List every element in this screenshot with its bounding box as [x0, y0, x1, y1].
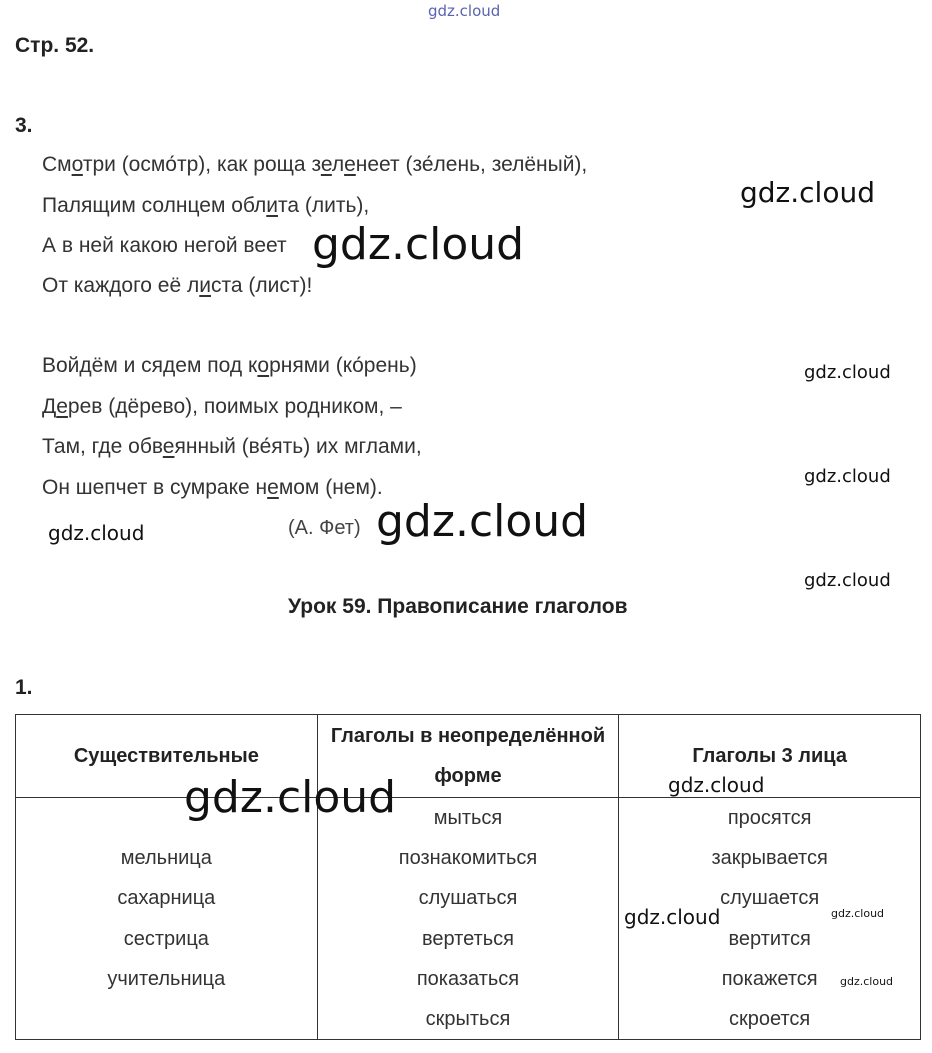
- table-header-row: [16, 715, 921, 798]
- header-infinitives: Глаголы в неопределённой форме: [317, 715, 619, 798]
- poem-line: [42, 435, 422, 459]
- noun-word: мельница: [120, 847, 212, 870]
- watermark-mid: gdz.cloud: [740, 176, 875, 209]
- underlined-letter: о: [257, 354, 270, 377]
- poem-text: От каждого её л: [42, 274, 200, 297]
- task1-number: 1.: [15, 676, 33, 699]
- watermark-big-1: gdz.cloud: [312, 219, 525, 270]
- poem-text: ста (лист)!: [211, 274, 313, 297]
- watermark-small-1: gdz.cloud: [804, 362, 891, 383]
- words-table: [15, 714, 921, 1040]
- poem-line: [42, 354, 417, 378]
- third-person-word: вертится: [728, 927, 811, 950]
- infinitive-word: слушаться: [418, 887, 518, 910]
- task3-number: 3.: [15, 114, 33, 137]
- poem-line: [42, 194, 369, 218]
- infinitive-word: мыться: [433, 807, 503, 829]
- infinitives-column: [317, 798, 619, 1040]
- poem-text: рев (дёрево), поимых родником, –: [67, 395, 402, 418]
- header-nouns: Существительные: [16, 715, 318, 798]
- table-body-row: [16, 798, 921, 1040]
- third-person-word: закрывается: [711, 847, 828, 870]
- poem-text: мом (нем).: [278, 476, 383, 499]
- poem-text: та (лить),: [277, 194, 370, 217]
- underlined-letter: е: [162, 435, 175, 458]
- third-person-word: покажется: [721, 967, 818, 990]
- underlined-letter: е: [267, 476, 279, 499]
- watermark-small-6: gdz.cloud: [624, 905, 721, 929]
- noun-word: сестрица: [123, 927, 209, 950]
- watermark-big-2: gdz.cloud: [376, 496, 589, 547]
- underlined-letter: и: [266, 194, 278, 217]
- poem-text: Д: [42, 395, 57, 418]
- poem-text: Он шепчет в сумраке н: [42, 476, 268, 499]
- poem-text: рнями (ко́рень): [269, 354, 417, 377]
- infinitive-word: познакомиться: [398, 847, 538, 870]
- watermark-tiny-1: gdz.cloud: [831, 907, 885, 920]
- underlined-letter: и: [199, 274, 211, 297]
- poem-text: л: [331, 153, 345, 176]
- poem-text: янный (ве́ять) их мглами,: [174, 435, 422, 458]
- infinitive-word: показаться: [416, 967, 520, 990]
- watermark-top: gdz.cloud: [428, 2, 501, 20]
- third-person-word: просятся: [727, 807, 812, 829]
- poem-text: неет (зе́лень, зелёный),: [355, 153, 588, 176]
- underlined-letter: е: [320, 153, 332, 176]
- watermark-tiny-2: gdz.cloud: [840, 975, 894, 988]
- third-person-word: слушается: [720, 887, 820, 910]
- poem-text: три (осмо́тр), как роща з: [82, 153, 321, 176]
- poem-line: [42, 395, 402, 419]
- poem-text: Войдём и сядем под к: [42, 354, 258, 377]
- watermark-big-3: gdz.cloud: [184, 772, 397, 823]
- noun-word: учительница: [107, 967, 226, 990]
- poem-author: (А. Фет): [288, 517, 361, 539]
- poem-line: [42, 274, 312, 298]
- infinitive-word: скрыться: [425, 1007, 511, 1030]
- watermark-small-4: gdz.cloud: [804, 570, 891, 591]
- third-person-word: скроется: [729, 1007, 811, 1030]
- underlined-letter: о: [71, 153, 83, 176]
- watermark-small-2: gdz.cloud: [804, 466, 891, 487]
- poem-text: Палящим солнцем обл: [42, 194, 267, 217]
- infinitive-word: вертеться: [421, 927, 514, 950]
- nouns-column: [16, 798, 318, 1040]
- page-label: Стр. 52.: [15, 34, 95, 57]
- poem-text: А в ней какою негой веет: [42, 234, 287, 257]
- lesson-title: Урок 59. Правописание глаголов: [288, 595, 628, 618]
- noun-word: сахарница: [117, 887, 216, 910]
- header-third-person: Глаголы 3 лица: [619, 715, 921, 798]
- poem-line: [42, 476, 383, 500]
- underlined-letter: е: [56, 395, 68, 418]
- poem-text: Там, где обв: [42, 435, 163, 458]
- poem-text: См: [42, 153, 72, 176]
- poem-line: [42, 234, 287, 258]
- poem-line: [42, 153, 587, 177]
- underlined-letter: е: [344, 153, 356, 176]
- noun-word: [16, 999, 317, 1039]
- watermark-small-3: gdz.cloud: [48, 521, 145, 545]
- watermark-small-5: gdz.cloud: [668, 773, 765, 797]
